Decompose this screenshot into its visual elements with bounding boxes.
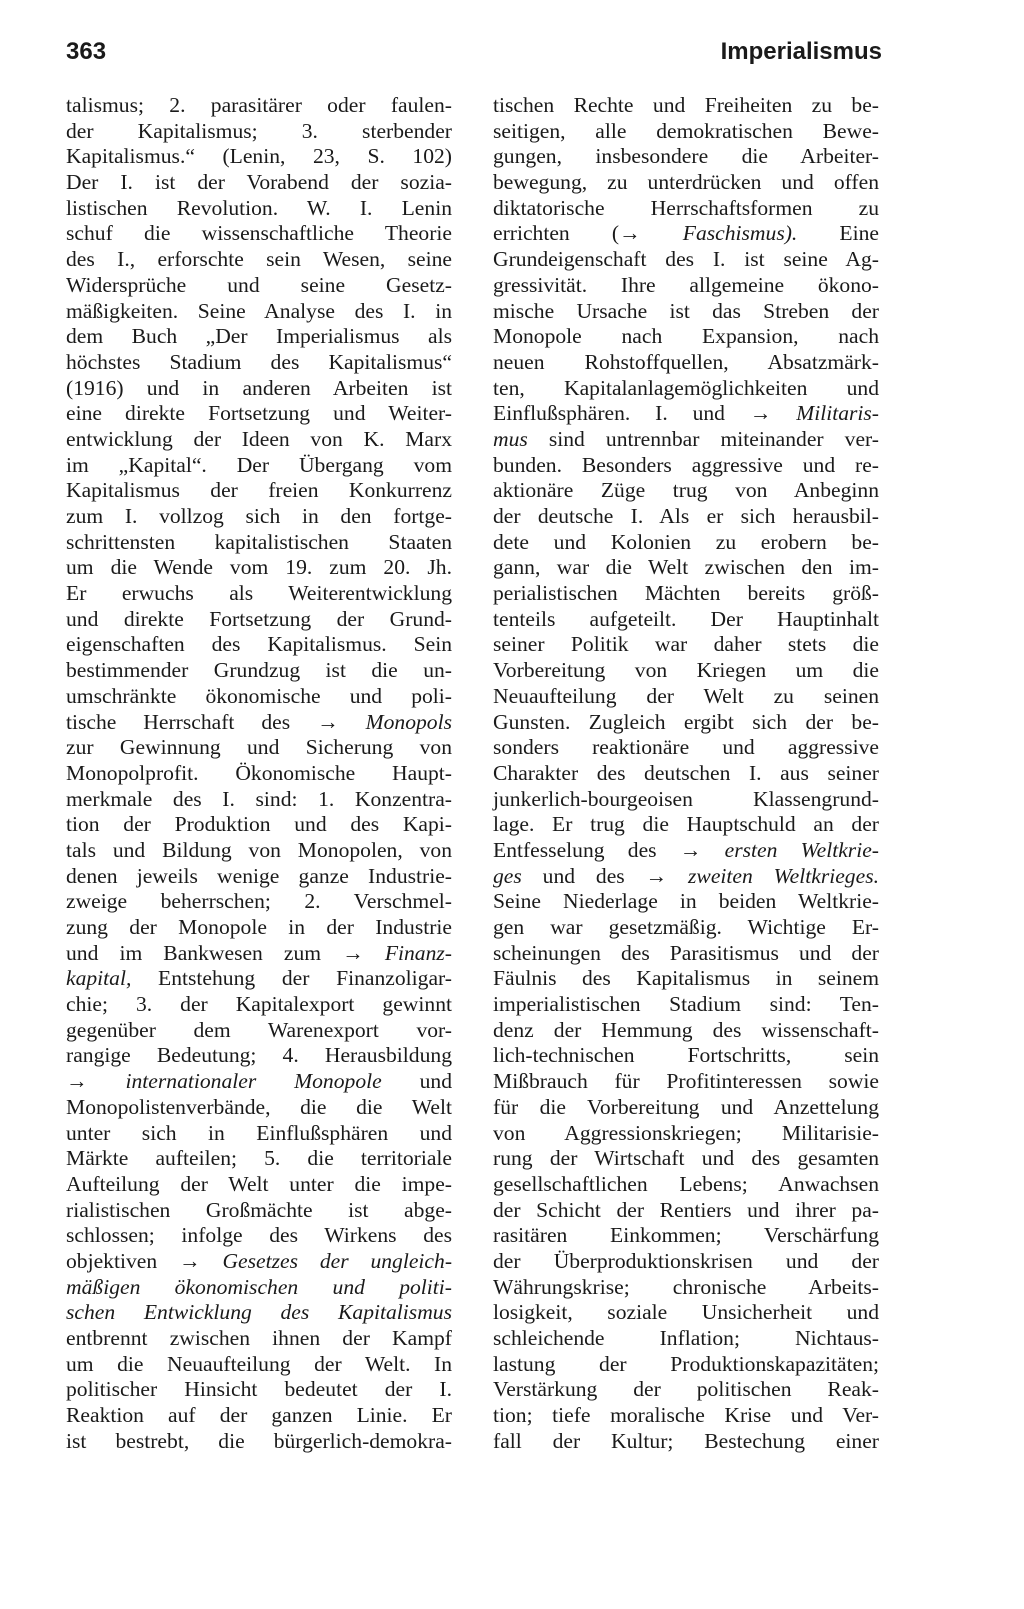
text-line: tischen Rechte und Freiheiten zu be- (493, 93, 879, 117)
text-line: tenteils aufgeteilt. Der Hauptinhalt (493, 606, 879, 631)
text-line: Währungskrise; chronische Arbeits- (493, 1274, 879, 1299)
text-line: ges und des → zweiten Weltkrieges. (493, 863, 879, 888)
text-line: rung der Wirtschaft und des gesamten (493, 1146, 879, 1171)
text-line: aktionäre Züge trug von Anbeginn (493, 478, 879, 503)
text-line: gegenüber dem Warenexport vor- (66, 1017, 452, 1042)
text-line: der Überproduktionskrisen und der (493, 1248, 879, 1273)
text-line: Reaktion auf der ganzen Linie. Er (66, 1403, 452, 1428)
text-line: Widersprüche und seine Gesetz- (66, 272, 452, 297)
text-line: von Aggressionskriegen; Militarisie- (493, 1120, 879, 1145)
text-line: tion; tiefe moralische Krise und Ver- (493, 1403, 879, 1428)
text-line: tals und Bildung von Monopolen, von (66, 837, 452, 862)
text-line: mus sind untrennbar miteinander ver- (493, 426, 879, 451)
text-line: tische Herrschaft des → Monopols (66, 709, 452, 734)
text-line: imperialistischen Stadium sind: Ten- (493, 992, 879, 1017)
text-line: Monopolistenverbände, die die Welt (66, 1094, 452, 1119)
text-line: mäßigen ökonomischen und politi- (66, 1274, 452, 1299)
text-line: mische Ursache ist das Streben der (493, 298, 879, 323)
text-line: Grundeigenschaft des I. ist seine Ag- (493, 247, 879, 272)
text-line: diktatorische Herrschaftsformen zu (493, 195, 879, 220)
text-line: scheinungen des Parasitismus und der (493, 940, 879, 965)
text-line: seitigen, alle demokratischen Bewe- (493, 118, 879, 143)
text-line: Einflußsphären. I. und → Militaris- (493, 401, 879, 426)
text-line: Kapitalismus.“ (Lenin, 23, S. 102) (66, 144, 452, 169)
text-line: gann, war die Welt zwischen den im- (493, 555, 879, 580)
text-line: der deutsche I. Als er sich herausbil- (493, 504, 879, 528)
page-number: 363 (66, 38, 107, 65)
text-line: perialistischen Mächten bereits größ- (493, 581, 879, 606)
text-line: im „Kapital“. Der Übergang vom (66, 452, 452, 477)
text-line: lastung der Produktionskapazitäten; (493, 1351, 879, 1376)
text-line: des I., erforschte sein Wesen, seine (66, 247, 452, 272)
text-line: entbrennt zwischen ihnen der Kampf (66, 1326, 452, 1350)
text-line: bestimmender Grundzug ist die un- (66, 658, 452, 683)
text-line: Er erwuchs als Weiterentwicklung (66, 581, 452, 606)
text-line: chie; 3. der Kapitalexport gewinnt (66, 992, 452, 1017)
text-line: entwicklung der Ideen von K. Marx (66, 426, 452, 451)
text-line: merkmale des I. sind: 1. Konzentra- (66, 786, 452, 811)
text-line: schlossen; infolge des Wirkens des (66, 1223, 452, 1248)
text-line: losigkeit, soziale Unsicherheit und (493, 1300, 879, 1325)
text-line: Monopolprofit. Ökonomische Haupt- (66, 760, 452, 785)
text-line: höchstes Stadium des Kapitalismus“ (66, 349, 452, 374)
text-line: Vorbereitung von Kriegen um die (493, 658, 879, 683)
text-line: lich-technischen Fortschritts, sein (493, 1043, 879, 1068)
text-line: um die Wende vom 19. zum 20. Jh. (66, 555, 452, 580)
text-line: junkerlich-bourgeoisen Klassengrund- (493, 786, 879, 811)
text-line: Seine Niederlage in beiden Weltkrie- (493, 889, 879, 914)
text-line: zweige beherrschen; 2. Verschmel- (66, 889, 452, 914)
text-line: eigenschaften des Kapitalismus. Sein (66, 632, 452, 657)
text-line: Entfesselung des → ersten Weltkrie- (493, 837, 879, 862)
text-line: gungen, insbesondere die Arbeiter- (493, 144, 879, 169)
text-line: denen jeweils wenige ganze Industrie- (66, 863, 452, 888)
text-line: mäßigkeiten. Seine Analyse des I. in (66, 298, 452, 323)
page-header (66, 38, 882, 78)
text-line: schrittensten kapitalistischen Staaten (66, 529, 452, 554)
text-line: umschränkte ökonomische und poli- (66, 683, 452, 708)
text-line: kapital, Entstehung der Finanzoligar- (66, 966, 452, 991)
text-line: Der I. ist der Vorabend der sozia- (66, 170, 452, 195)
text-line: schuf die wissenschaftliche Theorie (66, 221, 452, 246)
text-line: zum I. vollzog sich in den fortge- (66, 504, 452, 528)
text-line: und direkte Fortsetzung der Grund- (66, 606, 452, 631)
text-line: unter sich in Einflußsphären und (66, 1120, 452, 1145)
text-line: Mißbrauch für Profitinteressen sowie (493, 1069, 879, 1094)
text-line: politischer Hinsicht bedeutet der I. (66, 1377, 452, 1402)
text-line: gen war gesetzmäßig. Wichtige Er- (493, 915, 879, 939)
text-line: zur Gewinnung und Sicherung von (66, 735, 452, 760)
text-line: listischen Revolution. W. I. Lenin (66, 195, 452, 220)
text-line: → internationaler Monopole und (66, 1069, 452, 1094)
text-line: Aufteilung der Welt unter die impe- (66, 1171, 452, 1196)
text-line: zung der Monopole in der Industrie (66, 915, 452, 939)
text-line: Märkte aufteilen; 5. die territoriale (66, 1146, 452, 1171)
text-line: für die Vorbereitung und Anzettelung (493, 1094, 879, 1119)
text-line: schleichende Inflation; Nichtaus- (493, 1326, 879, 1350)
text-line: neuen Rohstoffquellen, Absatzmärk- (493, 349, 879, 374)
text-line: und im Bankwesen zum → Finanz- (66, 940, 452, 965)
right-text-column (493, 93, 879, 1454)
text-line: seiner Politik war daher stets die (493, 632, 879, 657)
text-line: eine direkte Fortsetzung und Weiter- (66, 401, 452, 426)
text-line: Charakter des deutschen I. aus seiner (493, 760, 879, 785)
running-head: Imperialismus (720, 38, 882, 65)
text-line: errichten (→ Faschismus). Eine (493, 221, 879, 246)
text-line: (1916) und in anderen Arbeiten ist (66, 375, 452, 400)
text-line: dem Buch „Der Imperialismus als (66, 324, 452, 349)
text-line: talismus; 2. parasitärer oder faulen- (66, 93, 452, 117)
text-line: fall der Kultur; Bestechung einer (493, 1428, 879, 1453)
text-line: gressivität. Ihre allgemeine ökono- (493, 272, 879, 297)
text-line: der Kapitalismus; 3. sterbender (66, 118, 452, 143)
text-line: schen Entwicklung des Kapitalismus (66, 1300, 452, 1325)
text-line: gesellschaftlichen Lebens; Anwachsen (493, 1171, 879, 1196)
text-line: dete und Kolonien zu erobern be- (493, 529, 879, 554)
text-line: Kapitalismus der freien Konkurrenz (66, 478, 452, 503)
text-line: sonders reaktionäre und aggressive (493, 735, 879, 760)
text-line: objektiven → Gesetzes der ungleich- (66, 1248, 453, 1273)
text-line: bunden. Besonders aggressive und re- (493, 452, 879, 477)
text-line: Monopole nach Expansion, nach (493, 324, 879, 349)
text-line: ten, Kapitalanlagemöglichkeiten und (493, 375, 879, 400)
text-line: Fäulnis des Kapitalismus in seinem (493, 966, 879, 991)
text-line: Neuaufteilung der Welt zu seinen (493, 683, 879, 708)
text-line: rialistischen Großmächte ist abge- (66, 1197, 452, 1222)
text-line: Gunsten. Zugleich ergibt sich der be- (493, 709, 879, 734)
text-line: Verstärkung der politischen Reak- (493, 1377, 879, 1402)
text-line: um die Neuaufteilung der Welt. In (66, 1351, 452, 1376)
text-line: rasitären Einkommen; Verschärfung (493, 1223, 879, 1248)
text-line: der Schicht der Rentiers und ihrer pa- (493, 1197, 879, 1222)
text-line: lage. Er trug die Hauptschuld an der (493, 812, 879, 837)
text-line: bewegung, zu unterdrücken und offen (493, 170, 879, 195)
text-line: tion der Produktion und des Kapi- (66, 812, 452, 837)
text-line: rangige Bedeutung; 4. Herausbildung (66, 1043, 452, 1068)
left-text-column (66, 93, 452, 1454)
text-line: ist bestrebt, die bürgerlich-demokra- (66, 1428, 452, 1453)
text-line: denz der Hemmung des wissenschaft- (493, 1017, 879, 1042)
